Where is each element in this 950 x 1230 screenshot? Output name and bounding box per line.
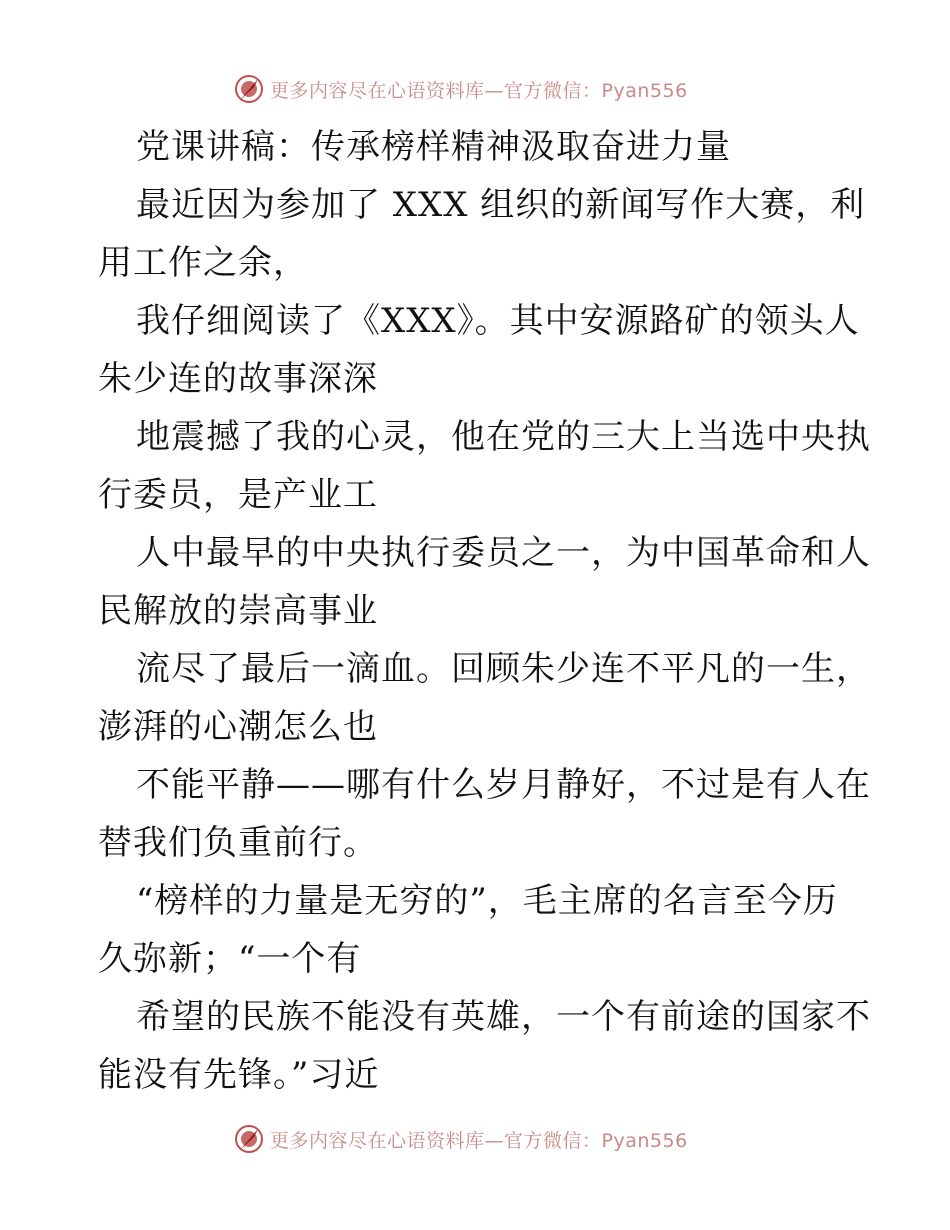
- text-line: 流尽了最后一滴血。回顾朱少连不平凡的一生，: [136, 649, 871, 689]
- quill-logo-icon: [234, 74, 264, 104]
- header-watermark: [234, 72, 688, 106]
- text-line: 澎湃的心潮怎么也: [98, 707, 378, 747]
- text-line: 久弥新；“一个有: [98, 939, 362, 979]
- text-line: 我仔细阅读了《XXX》。其中安源路矿的领头人: [136, 301, 860, 341]
- text-line: 替我们负重前行。: [98, 823, 378, 863]
- text-line: 朱少连的故事深深: [98, 359, 378, 399]
- text-line: “榜样的力量是无穷的”，毛主席的名言至今历: [136, 881, 838, 921]
- quill-logo-icon: [234, 1124, 264, 1154]
- document-title: 党课讲稿：传承榜样精神汲取奋进力量: [136, 127, 731, 167]
- text-line: 能没有先锋。”习近: [98, 1055, 380, 1095]
- watermark-text: 更多内容尽在心语资料库—官方微信：Pyan556: [270, 1129, 688, 1152]
- document-body: [98, 118, 871, 1104]
- text-line: 人中最早的中央执行委员之一，为中国革命和人: [136, 533, 871, 573]
- text-line: 行委员，是产业工: [98, 475, 378, 515]
- text-line: 用工作之余，: [98, 243, 308, 283]
- text-line: 地震撼了我的心灵，他在党的三大上当选中央执: [136, 417, 871, 457]
- footer-watermark: [234, 1122, 688, 1156]
- text-line: 不能平静——哪有什么岁月静好，不过是有人在: [136, 765, 871, 805]
- text-line: 最近因为参加了 XXX 组织的新闻写作大赛，利: [136, 185, 866, 225]
- text-line: 民解放的崇高事业: [98, 591, 378, 631]
- text-line: 希望的民族不能没有英雄，一个有前途的国家不: [136, 997, 871, 1037]
- watermark-text: 更多内容尽在心语资料库—官方微信：Pyan556: [270, 79, 688, 102]
